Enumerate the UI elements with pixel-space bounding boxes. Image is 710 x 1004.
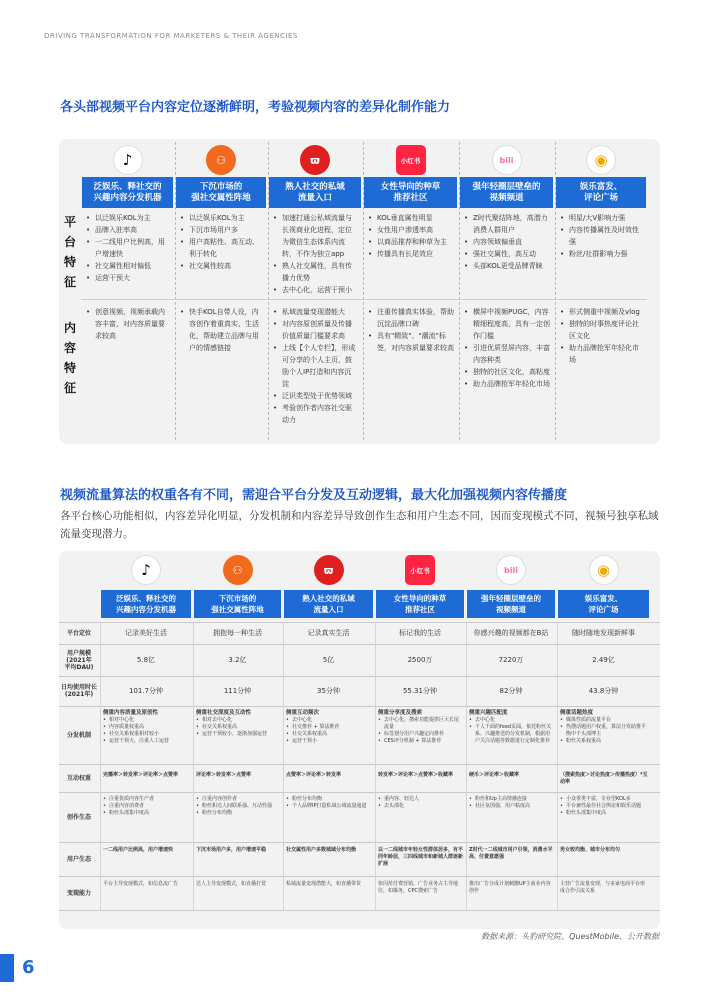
bullet-item: • 社交属性较高 [179, 260, 263, 272]
table-row-divider [59, 792, 660, 793]
bullet-item: • 粉丝分布均衡 [196, 810, 280, 817]
bilibili-logo: bili [492, 145, 522, 175]
bullet-item: • 热搜话题用户权重，算法分发助推平衡中千头部博主 [560, 724, 648, 738]
bullet-item: • 媒体性质的流量平台 [560, 717, 648, 724]
bullet-item: • 平台兼性最佳社会舆论和娱乐话题 [560, 803, 648, 810]
bullet-list [469, 796, 554, 810]
bullet-list [367, 212, 454, 260]
bullet-list [103, 796, 190, 817]
distribution-head: 侧重分享度及搜索 [378, 710, 423, 716]
monetization-cell: 平台主导变现模式，如信息流广告 [103, 881, 179, 887]
table-cell: 7220万 [498, 656, 524, 664]
bullet-item: • 粉丝头部集中度高 [560, 810, 648, 817]
user-ecology-cell: Z时代一二线城市用户引领，消费水平高、付费意愿强 [469, 847, 553, 860]
platform-header: 强年轻圈层壁垒的 视频频道 [467, 590, 555, 618]
bullet-item: • 粉丝/社群影响力强 [559, 248, 643, 260]
table-row-divider [59, 644, 660, 645]
bullet-item: • 粉丝头部集中度高 [103, 810, 190, 817]
bullet-item: • 私域流量变现潜能大 [272, 306, 358, 318]
bullet-item: • 头部KOL更受品牌青睐 [463, 260, 550, 272]
ecology-cell [196, 796, 280, 817]
douyin-logo: ♪ [113, 145, 143, 175]
bullet-list [367, 306, 454, 354]
row-label: 创作生态 [66, 813, 91, 821]
xiaohongshu-logo: 小红书 [396, 145, 426, 175]
table-cell: 82分钟 [499, 687, 523, 695]
distribution-cell [378, 710, 463, 745]
platform-header: 女性导向的种草 推荐社区 [376, 590, 464, 618]
content-feature-cell [179, 306, 263, 354]
column-divider [375, 622, 376, 910]
bullet-item: • 形式侧重中视频及vlog [559, 306, 643, 318]
content-feature-cell [85, 306, 170, 342]
bullet-item: • 去中心化，运营干预小 [272, 284, 358, 296]
bullet-item: • 千人千面的feed页面，依托粉丝关系、兴趣推送的分发机制，根据用户关注话题等数据进行定制化推荐 [469, 724, 554, 745]
page-number-bar [0, 954, 14, 982]
bullet-list [272, 306, 358, 426]
bullet-item: • 以泛娱乐KOL为主 [179, 212, 263, 224]
ecology-cell [469, 796, 554, 810]
interaction-cell: 完播率＞转发率＞评论率＞点赞率 [103, 772, 179, 778]
bullet-list [286, 796, 372, 810]
bullet-item: • 社交推荐 + 算法推荐 [286, 724, 372, 731]
bullet-list [179, 212, 263, 272]
bullet-item: • KOL垂直属性明显 [367, 212, 454, 224]
bullet-item: • 注重优质内容生产者 [103, 796, 190, 803]
bullet-item: • 上线【个人专栏】，形成可分享的个人主页，鼓励个人IP打造和内容沉淀 [272, 342, 358, 390]
bullet-item: • 小众垂类丰富，专业型KOL多 [560, 796, 648, 803]
bullet-item: • 内容质量权重高 [103, 724, 190, 731]
user-ecology-cell: 一二线用户比例高，用户增速快 [103, 847, 174, 853]
platform-header: 女性导向的种草 推荐社区 [364, 177, 457, 208]
section2-intro: 各平台核心功能相似，内容差异化明显，分发机制和内容差异导致创作生态和用户生态不同，因而变现模式不同，视频号独享私域流量变现潜力。 [60, 510, 659, 540]
content-feature-cell [367, 306, 454, 354]
content-feature-cell [559, 306, 643, 366]
bullet-item: • 快手KOL自带人设，内容创作着重真实、生活化，帮助建立品牌与用户的情感链接 [179, 306, 263, 354]
bullet-item: • 社交关系权重相对较小 [103, 731, 190, 738]
bullet-item: • 相对中心化 [103, 717, 190, 724]
monetization-cell: 主营广告流量变现，与多家电商平台形成合作引流关系 [560, 881, 646, 894]
ecology-cell [103, 796, 190, 817]
bullet-list [378, 717, 463, 745]
bullet-item: • 去中心化 [469, 717, 554, 724]
bullet-list [196, 796, 280, 817]
platform-header: 下沉市场的 强社交属性阵地 [194, 590, 281, 618]
column-divider [268, 142, 269, 440]
bullet-list [559, 306, 643, 366]
column-divider [555, 142, 556, 440]
row-label: 日均使用时长 (2021年) [60, 684, 97, 698]
interaction-cell: 点赞率＞评论率＞转发率 [286, 772, 342, 778]
data-source-note: 数据来源：头豹研究院、QuestMobile、公开数据 [481, 932, 659, 941]
bullet-item: • 社交关系权重高 [286, 731, 372, 738]
platform-header: 娱乐富发、 评论广场 [558, 590, 649, 618]
distribution-cell [469, 710, 554, 745]
distribution-cell [103, 710, 190, 745]
table-cell: 111分钟 [223, 687, 252, 695]
row-label-platform: 平 台 特 征 [63, 215, 76, 289]
bullet-item: • 去中心化 [286, 717, 372, 724]
row-label: 用户规模 (2021年 平均DAU) [64, 649, 94, 671]
kuaishou-logo: ⚇ [206, 145, 236, 175]
bullet-item: • 运营干预大 [85, 272, 170, 284]
bullet-item: • 引进优质竖屏内容，丰富内容种类 [463, 342, 550, 366]
bullet-item: • 注重传播真实体验，帮助沉淀品牌口碑 [367, 306, 454, 330]
bilibili-logo: bili [496, 555, 526, 585]
table-cell: 拥抱每一种生活 [213, 629, 262, 637]
table-cell: 你感兴趣的视频都在B站 [473, 629, 549, 637]
bullet-list [560, 717, 648, 745]
platform-header: 泛娱乐、释社交的 兴趣内容分发机器 [82, 177, 173, 208]
bullet-item: • 社区氛围强，用户粘度高 [469, 803, 554, 810]
bullet-item: • 独特的社区文化，高粘度 [463, 366, 550, 378]
bullet-item: • 创意视频，视频承载内容丰富，对内容质量要求较高 [85, 306, 170, 342]
bullet-item: • 注重内容创作者 [196, 796, 280, 803]
bullet-list [103, 717, 190, 745]
bullet-item: • 个人品牌IP打造私域公域流量通道 [286, 803, 372, 810]
bullet-item: • 品牌入驻率高 [85, 224, 170, 236]
user-ecology-cell: 下沉市场用户多，用户增速平稳 [196, 847, 267, 853]
bullet-item: • 运营干预较小，逐渐加强运营 [196, 731, 280, 738]
table-cell: 5.8亿 [136, 656, 156, 664]
column-divider [466, 622, 467, 910]
bullet-list [85, 212, 170, 284]
row-divider [81, 299, 647, 300]
distribution-cell [286, 710, 372, 745]
distribution-head: 侧重互动频次 [286, 710, 320, 716]
table-cell: 记录美好生活 [125, 629, 167, 637]
distribution-head: 侧重话题热度 [560, 710, 594, 716]
platform-header: 强年轻圈层壁垒的 视频频道 [460, 177, 553, 208]
bullet-item: • 助力品牌抢军年轻化市场 [463, 378, 550, 390]
bullet-item: • CES评分机制 + 算法推荐 [378, 738, 463, 745]
interaction-cell: 硬币＞评论率＞收藏率 [469, 772, 520, 778]
bullet-list [196, 717, 280, 738]
row-label: 变现能力 [66, 889, 91, 897]
platform-feature-cell [559, 212, 643, 260]
bullet-item: • 运营干预小 [286, 738, 372, 745]
platform-feature-cell [463, 212, 550, 272]
bullet-item: • 粉丝关系权重高 [560, 738, 648, 745]
bullet-item: • 内容领域偏垂直 [463, 236, 550, 248]
bullet-list [378, 796, 463, 810]
bullet-list [85, 306, 170, 342]
row-label-content: 内 容 特 征 [63, 321, 76, 395]
weibo-logo: ◉ [586, 145, 616, 175]
bullet-item: • 下沉市场用户多 [179, 224, 263, 236]
table-cell: 标记我的生活 [399, 629, 441, 637]
section2-title: 视频流量算法的权重各有不同，需迎合平台分发及互动逻辑，最大化加强视频内容传播度 [60, 488, 568, 503]
platform-header: 熟人社交的私域 流量入口 [284, 590, 373, 618]
page-number: 6 [22, 957, 35, 978]
table-cell: 5亿 [322, 656, 335, 664]
table-cell: 55.31分钟 [402, 687, 438, 695]
table-cell: 43.8分钟 [588, 687, 619, 695]
column-divider [193, 622, 194, 910]
user-ecology-cell: 社交属性用户多数城域分布均衡 [286, 847, 357, 853]
bullet-item: • 以泛娱乐KOL为主 [85, 212, 170, 224]
table-cell: 2.49亿 [592, 656, 615, 664]
bullet-item: • 横屏中视频PUGC，内容精细程度高，具有一定创作门槛 [463, 306, 550, 342]
table-cell: 3.2亿 [228, 656, 247, 664]
bullet-item: • 泛识类型处于优势领域 [272, 390, 358, 402]
bullet-item: • 相对去中心化 [196, 717, 280, 724]
user-ecology-cell: 以一二线城市年轻女性群体居多，有不同年龄层，三四线城市和新城人群逐新扩展 [378, 847, 464, 867]
table-row-divider [59, 676, 660, 677]
weixin-channels-logo: ϖ [314, 555, 344, 585]
bullet-item: • 独特的时事热度评论社区文化 [559, 318, 643, 342]
bullet-list [463, 212, 550, 272]
row-label: 分发机制 [66, 731, 91, 739]
ecology-cell [560, 796, 648, 817]
table-cell: 35分钟 [317, 687, 340, 695]
ecology-cell [378, 796, 463, 810]
column-divider [557, 622, 558, 910]
bullet-list [463, 306, 550, 390]
bullet-item: • 社交属性相对偏低 [85, 260, 170, 272]
bullet-item: • 传播具有长尾效应 [367, 248, 454, 260]
bullet-item: • 考验创作者内容社交驱动力 [272, 402, 358, 426]
bullet-list [559, 212, 643, 260]
interaction-cell: 转发率＞评论率＞点赞率＞收藏率 [378, 772, 454, 778]
platform-feature-cell [85, 212, 170, 284]
bullet-item: • 社交关系权重高 [196, 724, 280, 731]
bullet-item: • 熟人社交属性，具有传播力优势 [272, 260, 358, 284]
bullet-item: • 用户高粘性、高互动、利于转化 [179, 236, 263, 260]
bullet-item: • 运营干预大，注重人工运营 [103, 738, 190, 745]
section1-title: 各头部视频平台内容定位逐渐鲜明，考验视频内容的差异化制作能力 [60, 100, 451, 115]
distribution-head: 侧重兴趣匹配度 [469, 710, 508, 716]
table-cell: 记录真实生活 [307, 629, 350, 637]
bullet-item: • 粉丝分布均衡 [286, 796, 372, 803]
bullet-item: • 标签划分用户兴趣定向推荐 [378, 731, 463, 738]
bullet-item: • 去头部化 [378, 803, 463, 810]
platform-feature-cell [272, 212, 358, 296]
distribution-head: 侧重内容质量及原创性 [103, 710, 159, 716]
platform-header: 熟人社交的私域 流量入口 [269, 177, 361, 208]
monetization-cell: 私域流量变现潜能大，如直播带货 [286, 881, 362, 887]
bullet-list [272, 212, 358, 296]
douyin-logo: ♪ [131, 555, 161, 585]
distribution-head: 侧重社交深度及互动性 [196, 710, 252, 716]
table-row-divider [59, 910, 660, 911]
user-ecology-cell: 男女较均衡、城市分布均匀 [560, 847, 621, 853]
bullet-item: • 粉丝和达人间联系强、互动性强 [196, 803, 280, 810]
bullet-item: • 以商品推荐和种草为主 [367, 236, 454, 248]
ecology-cell [286, 796, 372, 810]
platform-header: 下沉市场的 强社交属性阵地 [176, 177, 266, 208]
table-cell: 2500万 [407, 656, 433, 664]
bullet-item: • 内容传播属性及时效性强 [559, 224, 643, 248]
bullet-item: • 粉丝和Up主高情感连接 [469, 796, 554, 803]
distribution-cell [560, 710, 648, 745]
platform-header: 泛娱乐、释社交的 兴趣内容分发机器 [101, 590, 191, 618]
bullet-item: • 具有"精致"、"潮流"标签，对内容质量要求较高 [367, 330, 454, 354]
monetization-cell: 达人主导变现模式，如直播打赏 [196, 881, 267, 887]
table-cell: 101.7分钟 [128, 687, 164, 695]
column-divider [100, 622, 101, 910]
table-cell: 随时随地发现新鲜事 [572, 629, 635, 637]
bullet-item: • 注重内容消费者 [103, 803, 190, 810]
monetization-cell: 快闪范付费营销，广告业务占主导地位，如爆务，CPC搜索广告 [378, 881, 459, 894]
bullet-list [469, 717, 554, 745]
table-row-divider [59, 706, 660, 707]
bullet-item: • Z时代聚结阵地，高潜力消费人群用户 [463, 212, 550, 236]
bullet-item: • 去中心化，搜索功能提供巨大长尾流量 [378, 717, 463, 731]
monetization-cell: 推出广告分成计划刺激UP主商业内容创作 [469, 881, 551, 894]
column-divider [283, 622, 284, 910]
kuaishou-logo: ⚇ [223, 555, 253, 585]
bullet-item: • 一二线用户比例高，用户增速快 [85, 236, 170, 260]
weibo-logo: ◉ [589, 555, 619, 585]
row-label: 平台定位 [66, 629, 91, 637]
column-divider [459, 142, 460, 440]
interaction-cell: 评论率＞转发率＞点赞率 [196, 772, 252, 778]
distribution-cell [196, 710, 280, 738]
xiaohongshu-logo: 小红书 [405, 555, 435, 585]
running-header: DRIVING TRANSFORMATION FOR MARKETERS & THEIR AGENCIES [44, 32, 298, 40]
bullet-list [560, 796, 648, 817]
column-divider [175, 142, 176, 440]
row-label: 互动权重 [66, 774, 91, 782]
bullet-item: • 女性用户渗透率高 [367, 224, 454, 236]
content-feature-cell [463, 306, 550, 390]
platform-feature-cell [179, 212, 263, 272]
platform-feature-cell [367, 212, 454, 260]
column-divider [363, 142, 364, 440]
bullet-item: • 助力品牌抢军年轻化市场 [559, 342, 643, 366]
table-row-divider [59, 764, 660, 765]
table-row-divider [59, 622, 660, 623]
bullet-item: • 强社交属性，高互动 [463, 248, 550, 260]
bullet-item: • 加速打通公私域流量与长视商业化进程，定位为微信生态体系内流转，不作为独立app [272, 212, 358, 260]
platform-header: 娱乐富发、 评论广场 [556, 177, 646, 208]
bullet-item: • 明星/大V影响力强 [559, 212, 643, 224]
table-row-divider [59, 842, 660, 843]
row-label: 用户生态 [66, 855, 91, 863]
bullet-item: • 对内容原创质量及传播价值质量门槛要求高 [272, 318, 358, 342]
content-feature-cell [272, 306, 358, 426]
weixin-channels-logo: ϖ [300, 145, 330, 175]
bullet-list [179, 306, 263, 354]
table-row-divider [59, 876, 660, 877]
interaction-cell: （搜索热度＞讨论热度＞传播热度）*互动率 [560, 772, 648, 785]
bullet-list [286, 717, 372, 745]
bullet-item: • 重内容、轻达人 [378, 796, 463, 803]
